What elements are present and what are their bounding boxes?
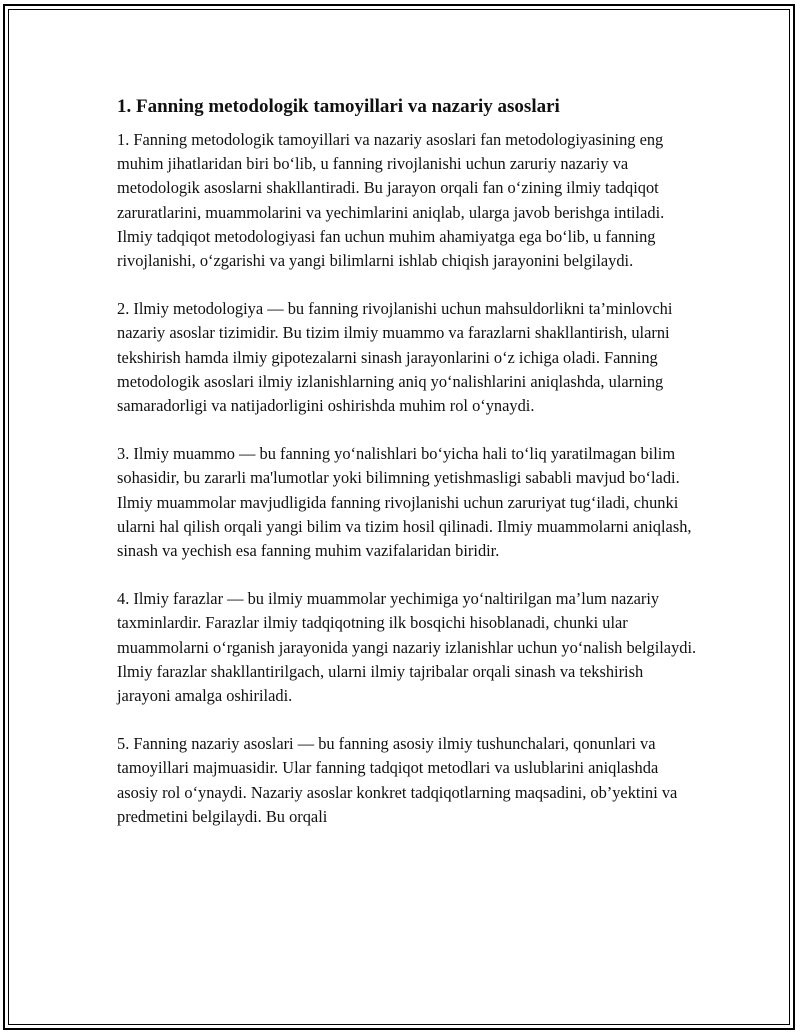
- paragraph-2: 2. Ilmiy metodologiya — bu fanning rivojlanishi uchun mahsuldorlikni ta’minlovchi nazariy asoslar tizimidir. Bu tizim ilmiy muammo va farazlarni shakllantirish, ularni tekshirish hamda ilmiy gipotezalarni sinash jarayonlarini o‘z ichiga oladi. Fanning metodologik asoslari ilmiy izlanishlarning aniq yo‘nalishlarini aniqlashda, ularning samaradorligi va natijadorligini oshirishda muhim rol o‘ynaydi.: [117, 299, 673, 416]
- document-title: 1. Fanning metodologik tamoyillari va nazariy asoslari: [117, 96, 560, 117]
- paragraph-4: 4. Ilmiy farazlar — bu ilmiy muammolar yechimiga yo‘naltirilgan ma’lum nazariy taxminlardir. Farazlar ilmiy tadqiqotning ilk bosqichi hisoblanadi, chunki ular muammolarni o‘rganish jarayonida yangi nazariy izlanishlar uchun yo‘nalish belgilaydi. Ilmiy farazlar shakllantirilgach, ularni ilmiy tajribalar orqali sinash va tekshirish jarayoni amalga oshiriladi.: [117, 589, 697, 706]
- paragraph-1: 1. Fanning metodologik tamoyillari va nazariy asoslari fan metodologiyasining eng muhim jihatlaridan biri bo‘lib, u fanning rivojlanishi uchun zaruriy nazariy va metodologik asoslarni shakllantiradi. Bu jarayon orqali fan o‘zining ilmiy tadqiqot zaruratlarini, muammolarini va yechimlarini aniqlab, ularga javob berishga intiladi. Ilmiy tadqiqot metodologiyasi fan uchun muhim ahamiyatga ega bo‘lib, u fanning rivojlanishi, o‘zgarishi va yangi bilimlarni ishlab chiqish jarayonini belgilaydi.: [117, 130, 665, 271]
- paragraph-3: 3. Ilmiy muammo — bu fanning yo‘nalishlari bo‘yicha hali to‘liq yaratilmagan bilim sohasidir, bu zararli ma'lumotlar yoki bilimning yetishmasligi sababli mavjud bo‘ladi. Ilmiy muammolar mavjudligida fanning rivojlanishi uchun zaruriyat tug‘iladi, chunki ularni hal qilish orqali yangi bilim va tizim hosil qilinadi. Ilmiy muammolarni aniqlash, sinash va yechish esa fanning muhim vazifalaridan biridir.: [117, 444, 692, 561]
- paragraph-5: 5. Fanning nazariy asoslari — bu fanning asosiy ilmiy tushunchalari, qonunlari va tamoyillari majmuasidir. Ular fanning tadqiqot metodlari va uslublarini aniqlashda asosiy rol o‘ynaydi. Nazariy asoslar konkret tadqiqotlarning maqsadini, ob’yektini va predmetini belgilaydi. Bu orqali: [117, 734, 678, 826]
- document-body: [117, 94, 697, 853]
